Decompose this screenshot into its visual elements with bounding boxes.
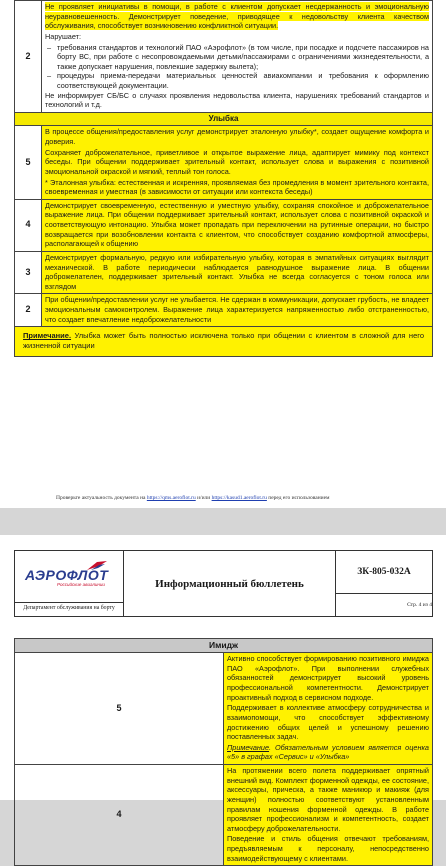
criteria-text: Поведение и стиль общения отвечают требованиям, предъявляемым к персоналу, непосредственно взаимодействующему с клиентами. xyxy=(227,834,429,863)
list-item: – требования стандартов и технологий ПАО «Аэрофлот» (в том числе, при посадке и подсчете пассажиров на борту ВС, при работе с несопровождаемыми детьми/пассажирами с ограничениями жизнедеятельности, а также допускает нарушения, повлекшие задержку вылета); xyxy=(57,43,429,72)
criteria-cell xyxy=(42,126,433,199)
criteria-cell xyxy=(42,1,433,113)
qms-link[interactable]: https://qms.aeroflot.ru xyxy=(146,495,196,501)
criteria-cell xyxy=(42,199,433,251)
section-header-row xyxy=(15,639,433,653)
criteria-text: Активно способствует формированию позитивного имиджа ПАО «Аэрофлот». При выполнении служебных обязанностей демонстрирует высокий уровень профессиональной компетентности. Демонстрирует проактивный подход в сервисном подходе. xyxy=(227,654,429,702)
document-page-2 xyxy=(0,535,446,863)
criteria-table xyxy=(14,638,433,866)
criteria-text: Демонстрирует формальную, редкую или избирательную улыбку, которая в эмпатийных ситуациях выглядит механической. В работе периодически наблюдается равнодушное выражение лица. В общении доброжелателен, поддерживает зрительный контакт. Улыбка не всегда согласуется с тоном голоса или взглядом xyxy=(45,252,429,291)
criteria-text: На протяжении всего полета поддерживает опрятный внешний вид. Комплект форменной одежды, ее состояние, аксессуары, прическа, а также маникюр и макияж (для женщин) полностью соответствуют установленным правилам ношения форменной одежды. В работе проявляет профессионализм и компетентность, создает атмосферу доброжелательности. xyxy=(227,766,429,833)
table-row xyxy=(15,251,433,294)
score-cell: 3 xyxy=(15,251,42,294)
violations-list xyxy=(45,43,429,91)
criteria-cell xyxy=(224,765,433,866)
logo-subtitle: Российские авиалинии xyxy=(57,582,105,587)
table-row xyxy=(15,765,433,866)
list-item: – процедуры приема-передачи материальных ценностей авиакомпании и требования к оформлению соответствующей документации. xyxy=(57,71,429,90)
criteria-text: Не проявляет инициативы в помощи, в работе с клиентом допускает несдержанность и эмоциональную неуравновешенность. Демонстрирует поведение, приводящее к недовольству клиента качеством обслуживания, способствует возникновению конфликтной ситуации. xyxy=(45,2,429,31)
score-cell: 2 xyxy=(15,1,42,113)
criteria-table xyxy=(14,0,433,357)
criteria-text: Не информирует СБ/БС о случаях проявления недовольства клиента, нарушениях требований стандартов и технологий и т.д. xyxy=(45,90,429,110)
document-header xyxy=(14,550,433,617)
logo-text: АЭРОФЛОТ xyxy=(25,567,109,583)
section-header-row xyxy=(15,112,433,126)
criteria-text: Демонстрирует своевременную, естественную и уместную улыбку, сохраняя спокойное и доброжелательное выражение лица. При общении поддерживает зрительный контакт, использует слова с позитивной окраской и соответствующую интонацию. Улыбка может пропадать при переключении на рутинные операции, но быстро возвращается при возобновлении контакта с клиентом, что способствует созданию комфортной атмосферы, располагающей к общению xyxy=(45,200,429,249)
footer-text: и/или xyxy=(195,495,212,501)
criteria-text: В процессе общения/предоставления услуг демонстрирует эталонную улыбку*, создает ощущение комфорта и доверия. xyxy=(45,127,429,147)
table-row xyxy=(15,1,433,113)
document-title: Информационный бюллетень xyxy=(124,551,336,617)
note-cell xyxy=(15,327,433,357)
score-cell: 2 xyxy=(15,294,42,327)
footer-text: перед его использованием xyxy=(266,495,330,501)
criteria-text: Поддерживает в коллективе атмосферу сотрудничества и взаимопомощи, что способствует эффективному достижению общих целей и успешному решению поставленных задач. xyxy=(227,703,429,742)
section-title: Имидж xyxy=(15,639,433,653)
page-footer xyxy=(56,495,330,501)
score-cell: 5 xyxy=(15,653,224,765)
criteria-cell xyxy=(42,251,433,294)
score-cell: 4 xyxy=(15,765,224,866)
criteria-cell xyxy=(224,653,433,765)
page-number: Стр. 4 из 4 xyxy=(336,594,433,617)
score-cell: 5 xyxy=(15,126,42,199)
table-row xyxy=(15,294,433,327)
score-cell: 4 xyxy=(15,199,42,251)
note-text: Улыбка может быть полностью исключена только при общении с клиентом в сложной для него жизненной ситуации xyxy=(23,331,424,351)
note-label: Примечание. xyxy=(23,331,72,341)
note-label: Примечание xyxy=(227,742,270,752)
aeroflot-logo xyxy=(15,554,123,602)
criteria-cell xyxy=(42,294,433,327)
kasud-link[interactable]: https://kasud1.aeroflot.ru xyxy=(211,495,267,501)
table-row xyxy=(15,327,433,357)
table-row xyxy=(15,199,433,251)
criteria-text: Нарушает: xyxy=(45,31,82,41)
footer-text: Проверьте актуальность документа на xyxy=(56,495,147,501)
criteria-text: При общении/предоставлении услуг не улыбается. Не сдержан в коммуникации, допускает грубость, не владеет эмоциональным самоконтролем. Выражение лица характеризуется напряженностью либо отстраненностью, что создает впечатление недоброжелательности xyxy=(45,295,429,324)
section-title: Улыбка xyxy=(15,112,433,126)
document-code: ЗК-805-032А xyxy=(336,551,433,594)
table-row xyxy=(15,653,433,765)
logo-cell xyxy=(15,551,124,617)
table-row xyxy=(15,126,433,199)
note-text: . Обязательным условием является оценка «5» в графах «Сервис» и «Улыбка» xyxy=(227,742,429,762)
footnote-text: * Эталонная улыбка: естественная и искренняя, проявляемая без промедления в момент зрительного контакта, своевременная и уместная (в зависимости от ситуации или контекста беседы) xyxy=(45,177,429,197)
criteria-text: Сохраняет доброжелательное, приветливое и открытое выражение лица, адаптирует мимику под контекст беседы. При общении поддерживает зрительный контакт, использует слова и выражения с позитивной эмоциональной окраской и мягкий, теплый тон голоса. xyxy=(45,147,429,176)
department-name: Департамент обслуживания на борту xyxy=(15,602,123,613)
